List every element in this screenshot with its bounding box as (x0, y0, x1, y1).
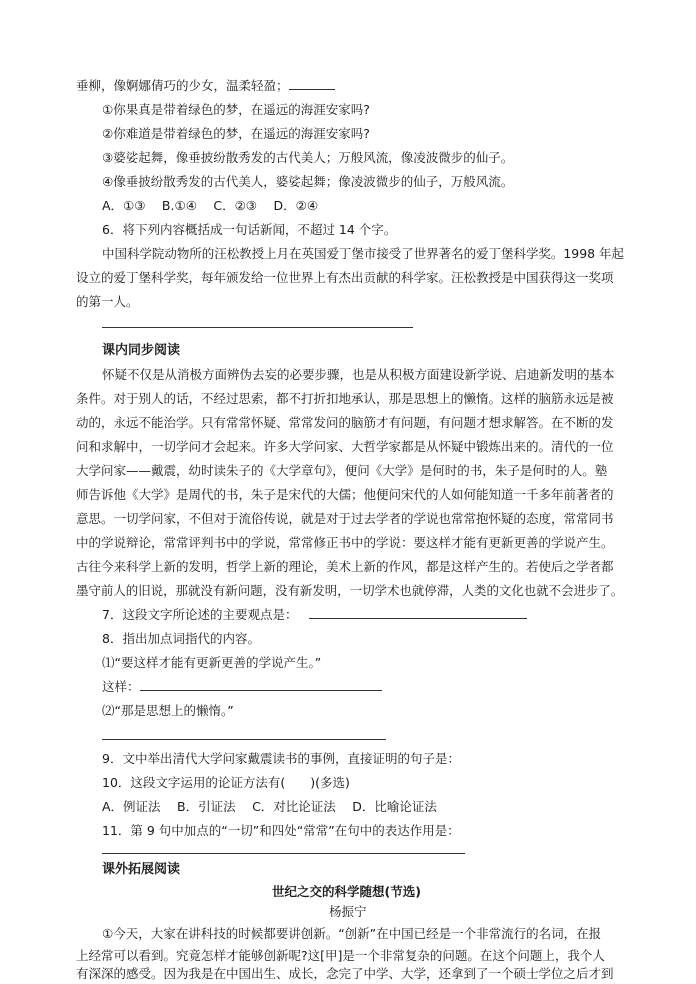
passage-line: 古往今来科学上新的发明，哲学上新的理论，美术上新的作风，都是这样产生的。若使后之学者都 (76, 559, 614, 574)
q6-stem: 6．将下列内容概括成一句话新闻，不超过 14 个字。 (102, 222, 397, 237)
q6-text-line: 的第一人。 (76, 294, 139, 309)
article-title: 世纪之交的科学随想(节选) (272, 884, 421, 899)
section-heading-in-class-reading: 课内同步阅读 (102, 343, 181, 358)
passage-line: 墨守前人的旧说，那就没有新问题，没有新发明，一切学术也就停滞，人类的文化也就不会进步了。 (76, 583, 624, 598)
passage-line: 有深深的感受。因为我是在中国出生、成长，念完了中学、大学，还拿到了一个硕士学位之后才到 (76, 966, 614, 981)
passage-line: 大学问家——戴震，幼时读朱子的《大学章句》，便问《大学》是何时的书，朱子是何时的人。塾 (76, 463, 608, 478)
passage-line: ①今天，大家在讲科技的时候都要讲创新。“创新”在中国已经是一个非常流行的名词，在报 (102, 926, 602, 941)
q8-item-1-answer: 这样： (102, 677, 382, 697)
q10-choices: A．例证法 B．引证法 C．对比论证法 D．比喻论证法 (102, 799, 437, 814)
q8-item-2-answer-line (102, 739, 386, 740)
q5-stem-tail: 垂柳，像婀娜倩巧的少女，温柔轻盈； (76, 76, 335, 96)
q6-answer-line (102, 327, 413, 328)
article-author: 杨振宁 (329, 904, 367, 919)
passage-line: 师告诉他《大学》是周代的书，朱子是宋代的大儒；他便问宋代的人如何能知道一千多年前著者的 (76, 487, 614, 502)
q11-answer-line (102, 853, 465, 854)
passage-line: 动的，永远不能治学。只有常常怀疑、常常发问的脑筋才有问题，有问题才想求解答。在不断的发 (76, 415, 614, 430)
passage-line: 上经常可以看到。究竟怎样才能够创新呢?这[甲]是一个非常复杂的问题。在这个问题上，我个人 (76, 948, 605, 963)
passage-line: 条件。对于别人的话，不经过思索，都不打折扣地承认，那是思想上的懒惰。这样的脑筋永远是被 (76, 391, 614, 406)
passage-line: 怀疑不仅是从消极方面辨伪去妄的必要步骤，也是从积极方面建设新学说、启迪新发明的基本 (102, 367, 615, 382)
q8-item-1: ⑴“要这样才能有更新更善的学说产生。” (102, 655, 322, 670)
q8: 8．指出加点词指代的内容。 (102, 631, 260, 646)
q10: 10．这段文字运用的论证方法有( )(多选) (102, 775, 350, 790)
section-heading-extended-reading: 课外拓展阅读 (102, 862, 181, 877)
q11: 11．第 9 句中加点的“一切”和四处“常常”在句中的表达作用是： (102, 823, 460, 838)
passage-line: 中的学说辩论，常常评判书中的学说，常常修正书中的学说：要这样才能有更新更善的学说产生。 (76, 535, 614, 550)
q5-option-3: ③婆娑起舞，像垂披纷散秀发的古代美人；万般风流，像凌波微步的仙子。 (102, 150, 514, 165)
q9: 9．文中举出清代大学问家戴震读书的事例，直接证明的句子是： (102, 751, 460, 766)
q7: 7．这段文字所论述的主要观点是： (102, 605, 527, 625)
q6-text-line: 中国科学院动物所的汪松教授上月在英国爱丁堡市接受了世界著名的爱丁堡科学奖。1998 年起 (102, 246, 624, 261)
q5-option-4: ④像垂披纷散秀发的古代美人，婆娑起舞；像凌波微步的仙子，万般风流。 (102, 174, 514, 189)
passage-line: 意思。一切学问家，不但对于流俗传说，就是对于过去学者的学说也常常抱怀疑的态度，常常同书 (76, 511, 614, 526)
answer-blank (140, 677, 382, 691)
answer-blank (309, 605, 527, 619)
q8-item-2: ⑵“那是思想上的懒惰。” (102, 703, 234, 718)
q5-option-1: ①你果真是带着绿色的梦，在遥远的海涯安家吗? (102, 102, 370, 117)
answer-blank (289, 76, 335, 90)
q6-text-line: 设立的爱丁堡科学奖，每年颁发给一位世界上有杰出贡献的科学家。汪松教授是中国获得这一奖项 (76, 270, 614, 285)
q5-option-2: ②你难道是带着绿色的梦，在遥远的海涯安家吗? (102, 126, 370, 141)
passage-line: 问和求解中，一切学问才会起来。许多大学问家、大哲学家都是从怀疑中锻炼出来的。清代的一位 (76, 439, 614, 454)
q5-choices: A．①③ B.①④ C．②③ D．②④ (102, 198, 319, 213)
